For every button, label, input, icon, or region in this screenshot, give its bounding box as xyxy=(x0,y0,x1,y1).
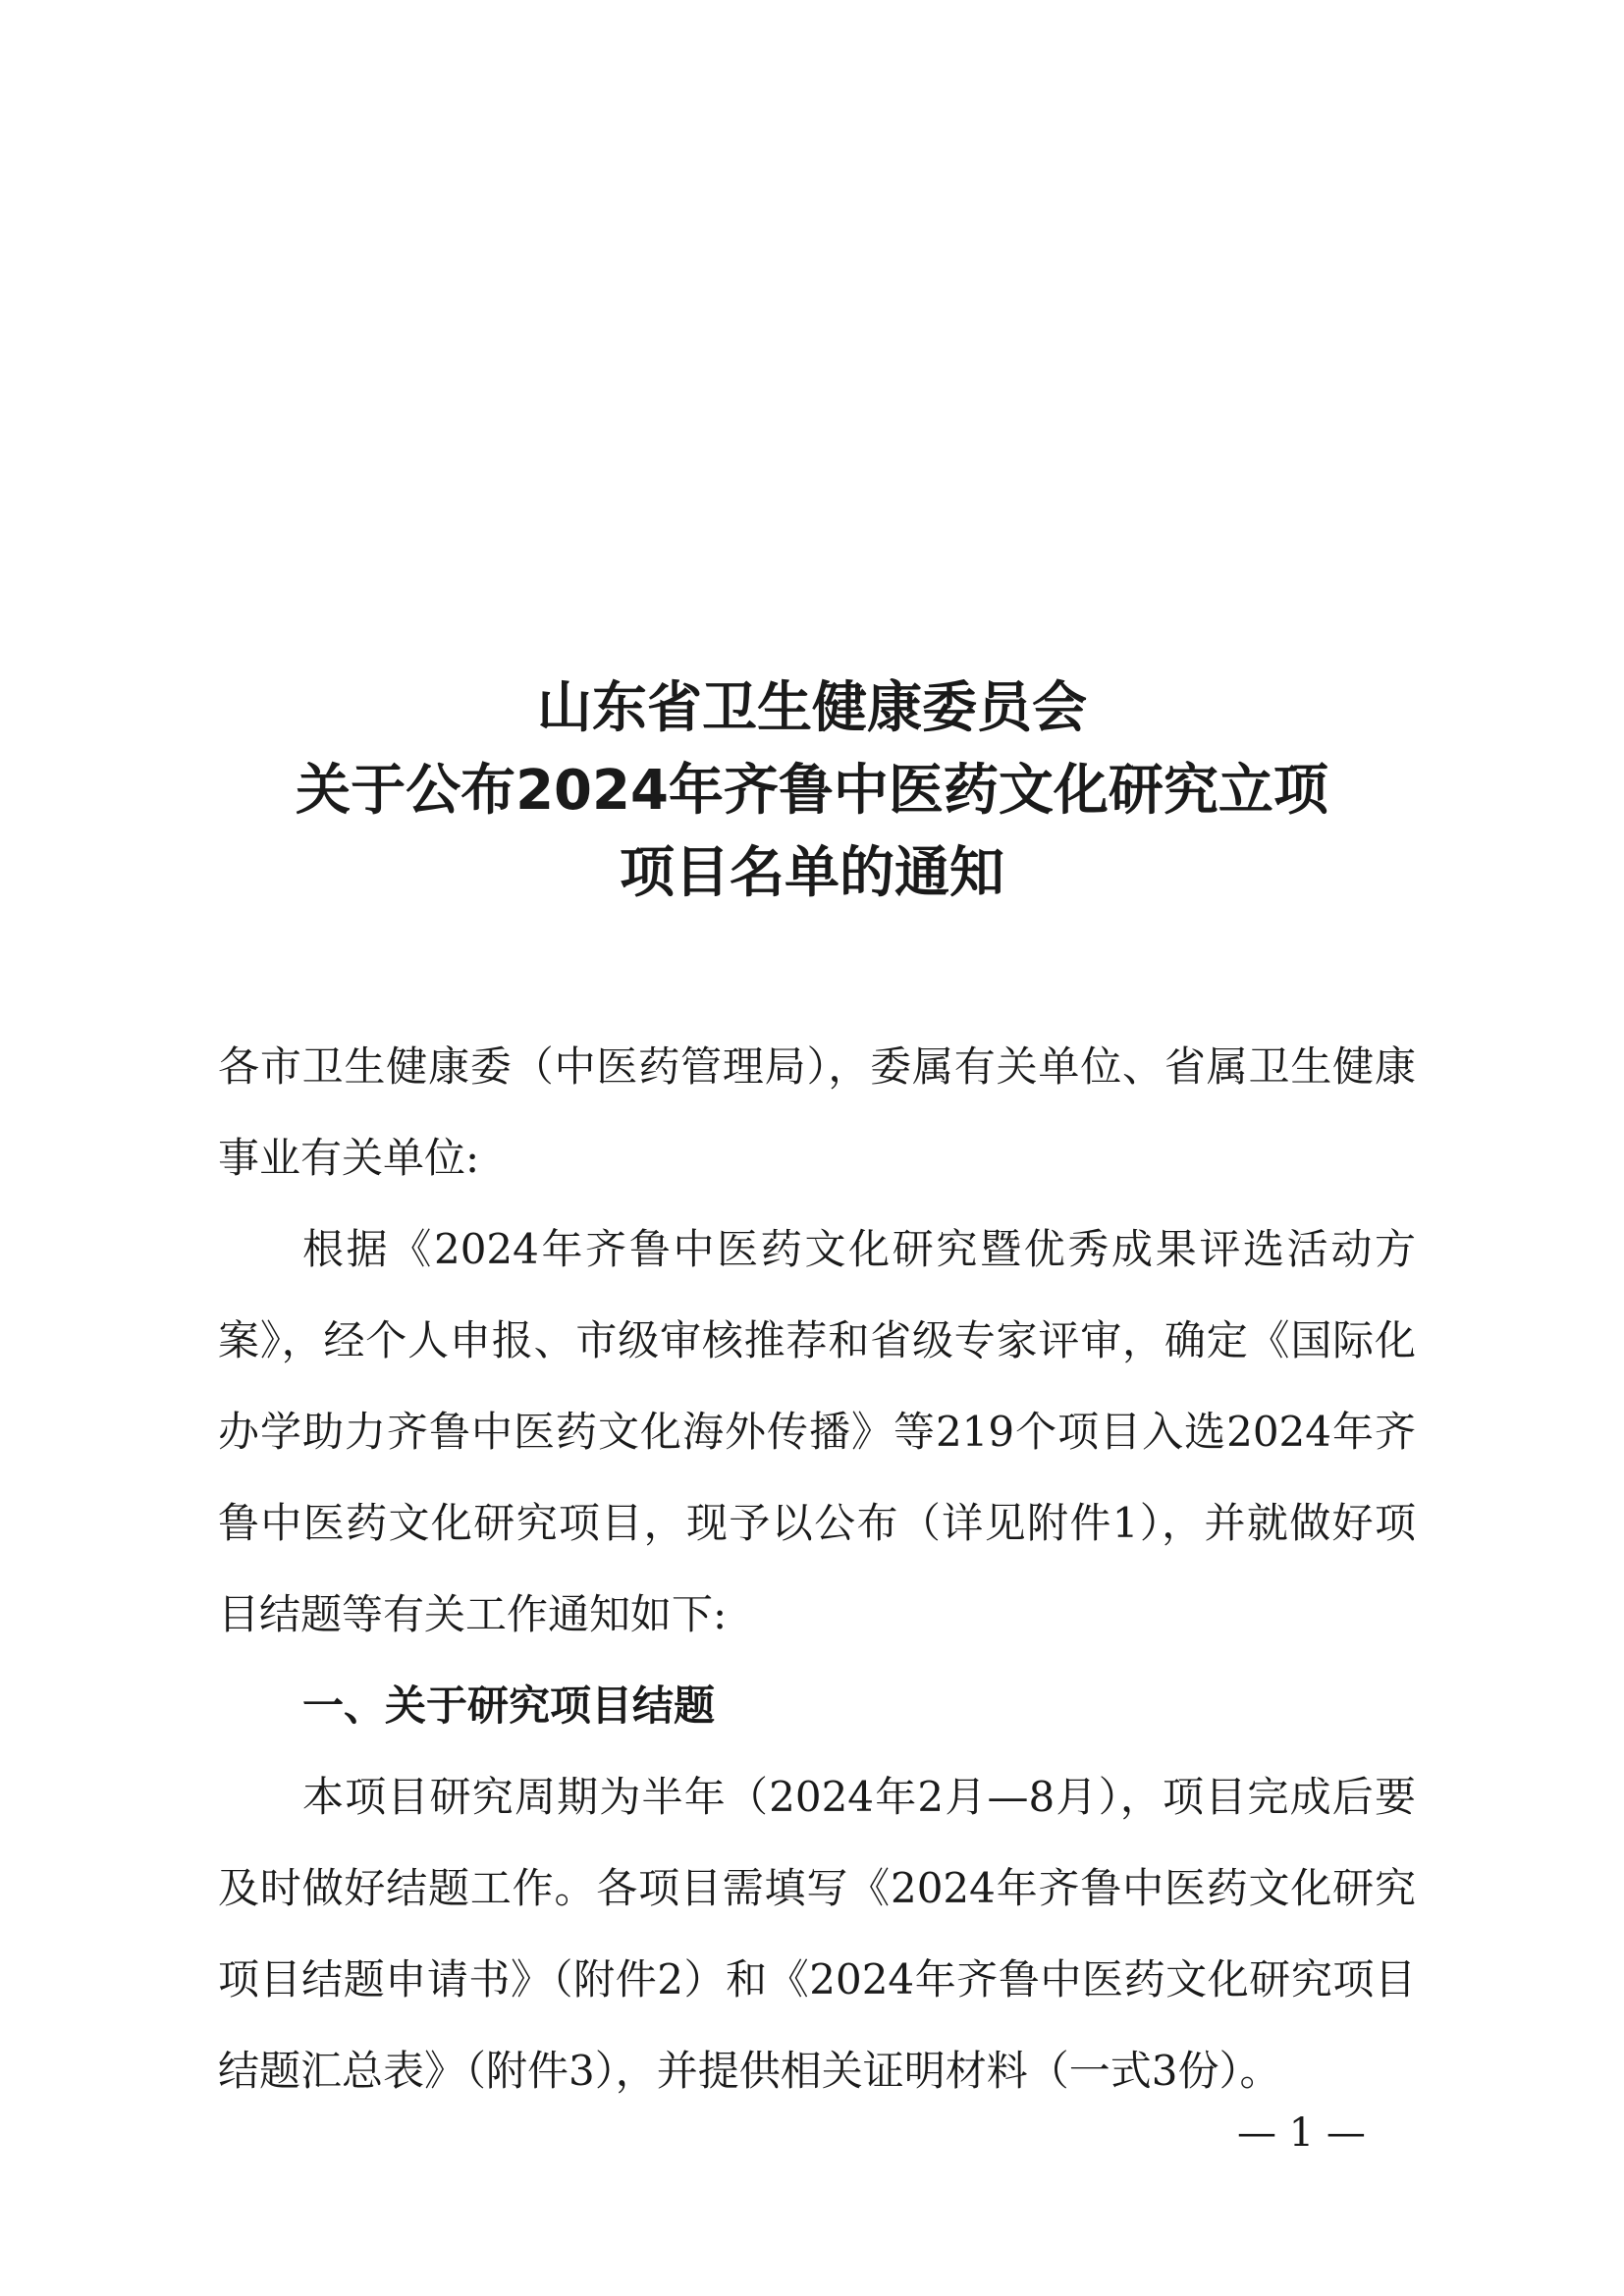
title-line-3: 项目名单的通知 xyxy=(620,841,1004,905)
title-line-2: 关于公布2024年齐鲁中医药文化研究立项 xyxy=(296,759,1328,823)
paragraph-2: 本项目研究周期为半年（2024年2月—8月），项目完成后要及时做好结题工作。各项目需填写《2024年齐鲁中医药文化研究项目结题申请书》（附件2）和《2024年齐鲁中医药文化研究项目结题汇总表》（附件3），并提供相关证明材料（一式3份）。 xyxy=(218,1773,1416,2095)
salutation: 各市卫生健康委（中医药管理局），委属有关单位、省属卫生健康事业有关单位: xyxy=(218,1042,1416,1182)
page-number: — 1 — xyxy=(1237,2110,1366,2156)
title-line-1: 山东省卫生健康委员会 xyxy=(537,676,1087,740)
paragraph-1: 根据《2024年齐鲁中医药文化研究暨优秀成果评选活动方案》，经个人申报、市级审核推荐和省级专家评审，确定《国际化办学助力齐鲁中医药文化海外传播》等219个项目入选2024年齐鲁中医药文化研究项目，现予以公布（详见附件1），并就做好项目结题等有关工作通知如下: xyxy=(218,1225,1416,1638)
document-body xyxy=(218,1021,1416,2116)
section-heading-1: 一、关于研究项目结题 xyxy=(302,1682,716,1730)
document-title xyxy=(0,667,1624,915)
